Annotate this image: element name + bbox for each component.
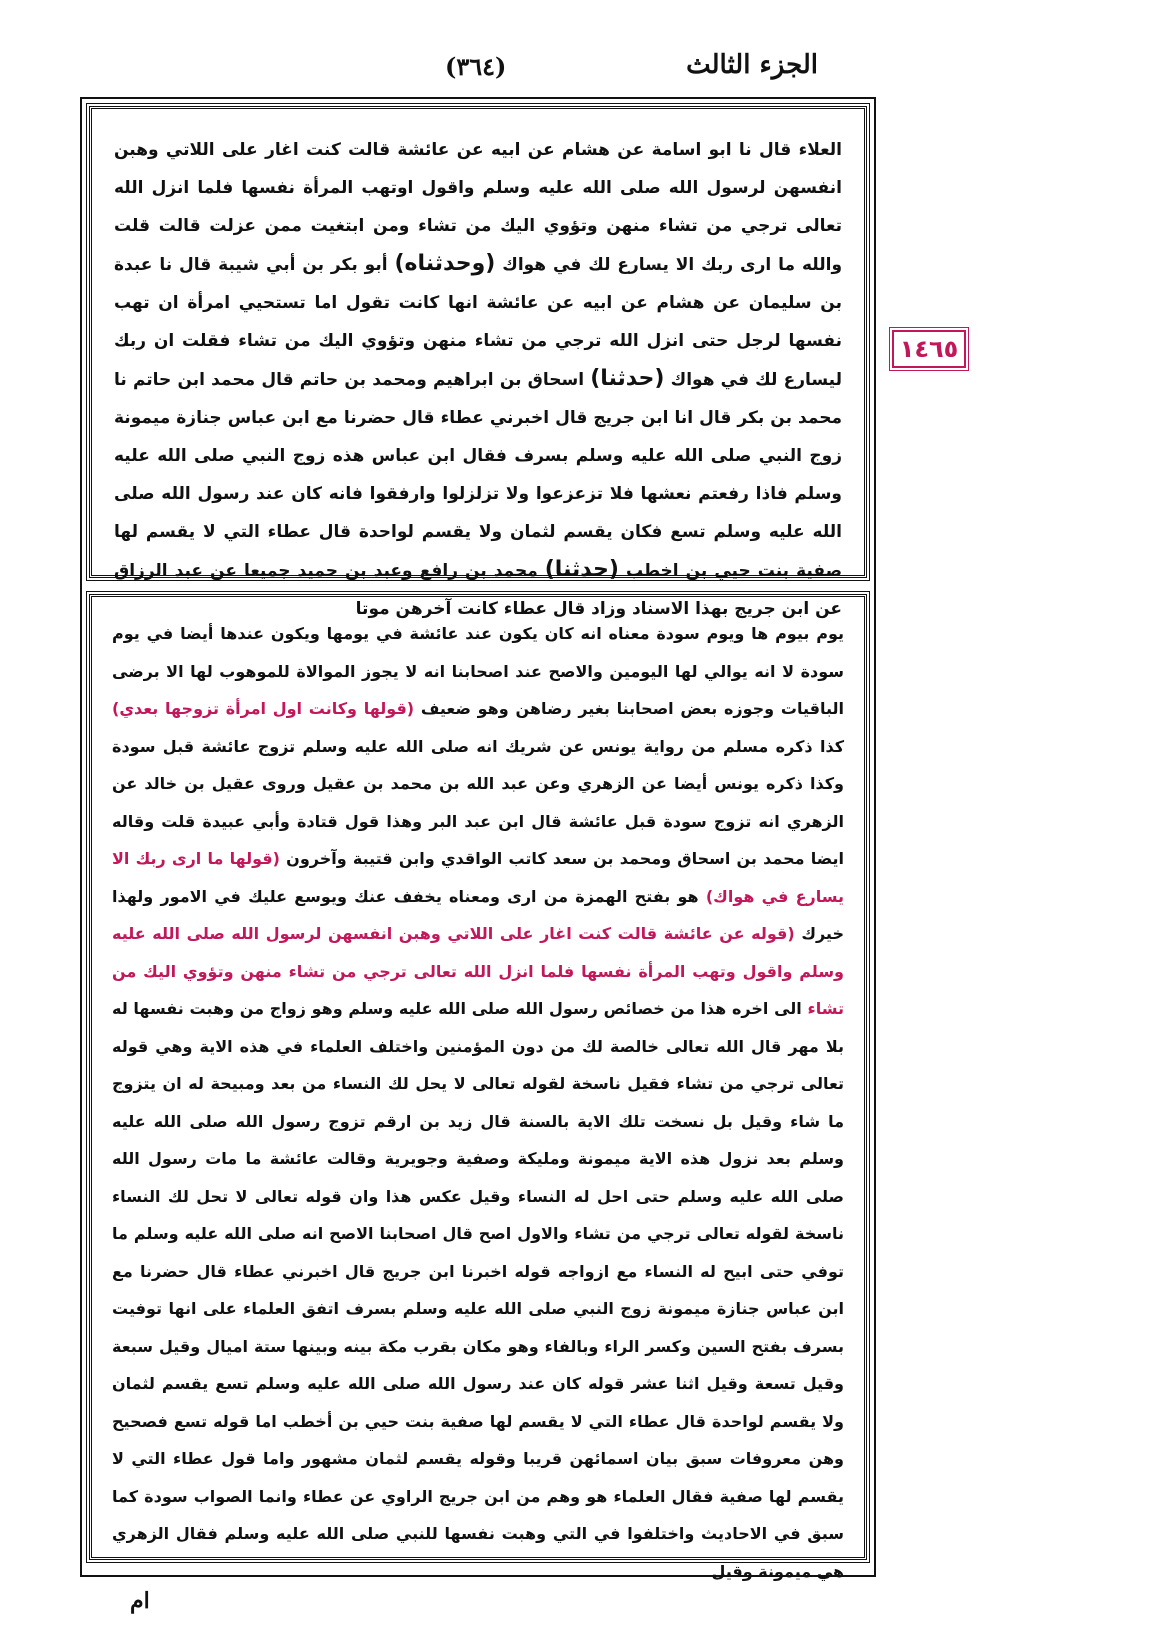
page-frame [80,97,876,1581]
hadith-para-4: محمد بن رافع وعبد بن حميد جميعا عن عبد الرزاق عن ابن جريج بهذا الاسناد وزاد قال عطاء كانت آخرهن موتا [114,561,842,619]
hadith-text [114,131,842,628]
hadith-para-2: أبو بكر بن أبي شيبة قال نا عبدة بن سليمان عن هشام عن ابيه عن عائشة انها كانت تقول اما تستحيي امرأة ان تهب نفسها لرجل حتى انزل الله ترجي من تشاء منهن وتؤوي اليك من تشاء فقلت ان ربك ليسارع لك في هواك [114,255,842,390]
chain-marker-3: (حدثنا) [544,557,619,582]
chain-marker-1: (وحدثناه) [394,251,496,276]
page-number: (٣٦٤) [445,52,507,81]
signature-mark: ام [130,1588,150,1614]
commentary-panel [89,594,867,1581]
commentary-text [112,615,844,1590]
commentary-quote-3: (قوله عن عائشة قالت كنت اغار على اللاتي وهبن انفسهن لرسول الله صلى الله عليه وسلم واقول وتهب المرأة نفسها فلما انزل الله تعالى ترجي من تشاء منهن وتؤوي اليك من تشاء [112,924,844,1018]
hadith-para-1: العلاء قال نا ابو اسامة عن هشام عن ابيه عن عائشة قالت كنت اغار على اللاتي وهبن انفسهن لرسول الله صلى الله عليه وسلم واقول اوتهب المرأة نفسها فلما انزل الله تعالى ترجي من تشاء منهن وتؤوي اليك من تشاء ومن ابتغيت ممن عزلت قالت قلت والله ما ارى ربك الا يسارع لك في هواك [114,140,843,275]
hadith-text-panel [89,106,867,619]
hadith-number-badge: ١٤٦٥ [892,330,966,368]
running-title: الجزء الثالث [686,50,818,80]
chain-marker-2: (حدثنا) [590,366,665,391]
commentary-para-3: هو بفتح الهمزة من ارى ومعناه يخفف عنك ويوسع عليك في الامور ولهذا خيرك [112,886,844,943]
commentary-para-4: الى اخره هذا من خصائص رسول الله صلى الله عليه وسلم وهو زواج من وهبت نفسها له بلا مهر قال الله تعالى خالصة لك من دون المؤمنين واختلف العلماء في هذه الاية وهي قوله تعالى ترجي من تشاء فقيل ناسخة لقوله تعالى لا يحل لك النساء من بعد ومبيحة له ان يتزوج ما شاء وقيل بل نسخت تلك الاية بالسنة قال زيد بن ارقم تزوج رسول الله صلى الله عليه وسلم بعد نزول هذه الاية ميمونة ومليكة وصفية وجويرية وقالت عائشة ما مات رسول الله صلى الله عليه وسلم حتى احل له النساء وقيل عكس هذا وان قوله تعالى لا تحل لك النساء ناسخة لقوله تعالى ترجي من تشاء والاول اصح قال اصحابنا الاصح انه صلى الله عليه وسلم ما توفي حتى ابيح له النساء مع ازواجه قوله اخبرنا ابن جريج قال اخبرني عطاء قال حضرنا مع ابن عباس جنازة ميمونة زوج النبي صلى الله عليه وسلم بسرف اتفق العلماء على انها توفيت بسرف بفتح السين وكسر الراء وبالفاء وهو مكان بقرب مكة بينه وبينها ستة اميال وقيل سبعة وقيل تسعة وقيل اثنا عشر قوله كان عند رسول الله صلى الله عليه وسلم تسع يقسم لثمان ولا يقسم لواحدة قال عطاء التي لا يقسم لها صفية بنت حيي بن أخطب اما قوله تسع فصحيح وهن معروفات سبق بيان اسمائهن قريبا وقوله يقسم لثمان مشهور واما قول عطاء التي لا يقسم لها صفية فقال العلماء هو وهم من ابن جريج الراوي عن عطاء وانما الصواب سودة كما سبق في الاحاديث واختلفوا في التي وهبت نفسها للنبي صلى الله عليه وسلم فقال الزهري هي ميمونة وقيل [112,999,844,1581]
hadith-para-3: اسحاق بن ابراهيم ومحمد بن حاتم قال محمد ابن حاتم نا محمد بن بكر قال انا ابن جريج قال اخبرني عطاء قال حضرنا مع ابن عباس جنازة ميمونة زوج النبي صلى الله عليه وسلم بسرف فقال ابن عباس هذه زوج النبي صلى الله عليه وسلم فاذا رفعتم نعشها فلا تزعزعوا ولا تزلزلوا وارفقوا فانه كان عند رسول الله صلى الله عليه وسلم تسع فكان يقسم لثمان ولا يقسم لواحدة قال عطاء التي لا يقسم لها صفية بنت حيي بن اخطب [114,370,842,581]
commentary-quote-2: (قولها ما ارى ربك الا يسارع في هواك) [112,849,845,906]
commentary-para-1: يوم بيوم ها ويوم سودة معناه انه كان يكون عند عائشة في يومها ويكون عندها أيضا في يوم سودة لا انه يوالي لها اليومين والاصح عند اصحابنا انه لا يجوز الموالاة للموهوب لها الا برضى الباقيات وجوزه بعض اصحابنا بغير رضاهن وهو ضعيف [112,624,844,718]
commentary-para-2: كذا ذكره مسلم من رواية يونس عن شريك انه صلى الله عليه وسلم تزوج عائشة قبل سودة وكذا ذكره يونس أيضا عن الزهري وعن عبد الله بن محمد بن عقيل وروى عقيل بن خالد عن الزهري انه تزوج سودة قبل عائشة قال ابن عبد البر وهذا قول قتادة وأبي عبيدة قلت وقاله ايضا محمد بن اسحاق ومحمد بن سعد كاتب الواقدي وابن قتيبة وآخرون [112,736,844,868]
commentary-quote-1: (قولها وكانت اول امرأة تزوجها بعدي) [112,699,415,718]
